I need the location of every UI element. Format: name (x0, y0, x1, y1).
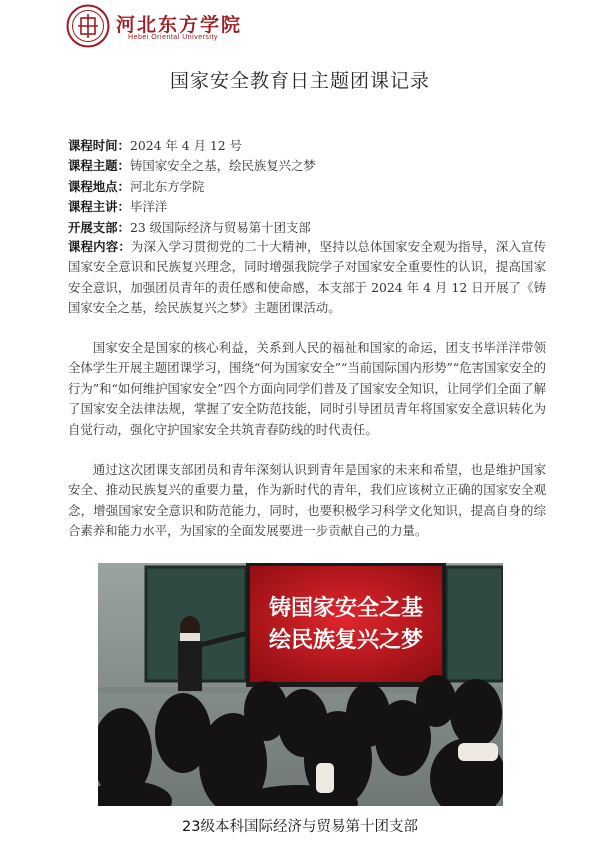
field-value: 河北东方学院 (129, 178, 205, 194)
field-value: 毕洋洋 (129, 199, 168, 215)
field-label: 开展支部： (68, 219, 130, 235)
course-info (68, 136, 548, 238)
course-time-row (68, 136, 548, 156)
school-name-en: Hebei Oriental University (128, 34, 218, 41)
document-title: 国家安全教育日主题团课记录 (169, 70, 430, 92)
university-seal-icon (66, 4, 110, 48)
school-name-cn: 河北东方学院 (116, 14, 243, 36)
field-label: 课程时间： (68, 138, 130, 153)
content-intro (68, 237, 546, 319)
content-intro-text: 为深入学习贯彻党的二十大精神，坚持以总体国家安全观为指导，深入宣传国家安全意识和民族复兴理念，同时增强我院学子对国家安全重要性的认识，提高国家安全意识，加强团员青年的责任感和使命感，本支部于 2024 年 4 月 12 日开展了《铸国家安全之基，绘民族复兴之梦》主题团课活动。 (68, 239, 547, 316)
field-value: 23 级国际经济与贸易第十团支部 (129, 219, 311, 235)
screen-line-2: 绘民族复兴之梦 (268, 627, 424, 653)
paragraph-2: 通过这次团课支部团员和青年深刻认识到青年是国家的未来和希望，也是维护国家安全、推动民族复兴的重要力量，作为新时代的青年，我们应该树立正确的国家安全观念，增强国家安全意识和防范能力，同时，也要积极学习科学文化知识，提高自身的综合素养和能力水平，为国家的全面发展要进一步贡献自己的力量。 (68, 462, 546, 539)
blackboard-right (446, 567, 503, 681)
field-value: 铸国家安全之基，绘民族复兴之梦 (129, 158, 316, 174)
paragraph-1: 国家安全是国家的核心利益，关系到人民的福祉和国家的命运，团支书毕洋洋带领全体学生开展主题团课学习，围绕“何为国家安全”“当前国际国内形势”“危害国家安全的行为”和“如何维护国家安全”四个方面向同学们普及了国家安全知识，让同学们全面了解了国家安全法律法规，掌握了安全防范技能，同时引导团员青年将国家安全意识转化为自觉行动，强化守护国家安全共筑青春防线的时代责任。 (68, 340, 546, 437)
screen-line-1: 铸国家安全之基 (268, 595, 424, 621)
photo-scene (98, 563, 503, 806)
field-label: 课程主题： (68, 158, 130, 174)
field-label: 课程主讲： (68, 199, 130, 215)
field-label: 课程地点： (68, 178, 130, 194)
course-topic-row (68, 156, 548, 176)
projection-screen (250, 566, 442, 682)
field-value: 2024 年 4 月 12 号 (129, 138, 243, 153)
course-branch-row (68, 218, 548, 238)
content-label: 课程内容： (68, 239, 131, 254)
photo-caption: 23级本科国际经济与贸易第十团支部 (182, 819, 418, 835)
course-location-row (68, 177, 548, 197)
course-speaker-row (68, 197, 548, 217)
classroom-photo (98, 563, 503, 806)
school-header (66, 4, 286, 48)
